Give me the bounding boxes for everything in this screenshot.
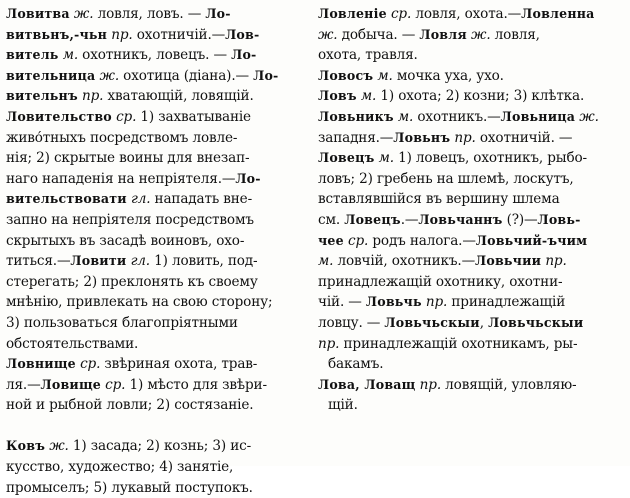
text-line: [6, 354, 306, 375]
grammar-label: пр.: [425, 294, 448, 311]
grammar-label: м.: [397, 108, 414, 125]
definition-text: .—: [400, 211, 419, 228]
definition-text: ловчiй, охотникъ.—: [333, 253, 476, 270]
grammar-label: пр.: [419, 376, 441, 393]
definition-text: добыча. —: [337, 26, 420, 43]
headword: витель: [6, 47, 59, 63]
definition-text: запно на непрiятеля посредствомъ: [6, 211, 254, 228]
headword: Ловленiе: [318, 6, 387, 21]
definition-text: 1) засада; 2) кознь; 3) ис-: [68, 438, 252, 455]
definition-text: ,: [479, 314, 489, 331]
grammar-label: м.: [62, 47, 79, 64]
headword: чее: [318, 232, 344, 248]
text-line: [6, 313, 306, 334]
definition-text: промыселъ; 5) лукавый поступокъ.: [6, 479, 253, 496]
definition-text: родъ налога.—: [368, 232, 476, 249]
text-line: [6, 292, 306, 313]
text-line: [318, 334, 624, 355]
headword: Ло-: [253, 67, 279, 83]
definition-text: ловцу. —: [318, 314, 385, 331]
grammar-label: пр.: [111, 26, 133, 43]
definition-text: 1) мѣсто для звѣри-: [125, 376, 267, 393]
text-line: [318, 189, 624, 210]
definition-text: ловля, охота.—: [411, 6, 522, 22]
grammar-label: ж.: [579, 108, 599, 125]
text-line: [318, 4, 624, 25]
definition-text: хватающiй, ловящiй.: [103, 88, 254, 105]
text-line: [6, 25, 306, 46]
definition-text: см.: [318, 211, 345, 228]
headword: Ловь-: [537, 211, 581, 227]
definition-text: кусство, художество; 4) занятiе,: [6, 459, 234, 476]
text-line: [6, 4, 306, 25]
text-line: [318, 375, 624, 396]
grammar-label: пр.: [545, 253, 567, 270]
headword: Ловьчаннъ: [418, 211, 503, 227]
headword: витвьнъ,-чьн: [6, 26, 108, 42]
text-line: [6, 457, 306, 478]
definition-text: бакамъ.: [328, 356, 384, 373]
text-line: [318, 128, 624, 149]
grammar-label: м.: [360, 88, 377, 105]
text-line: [318, 25, 624, 46]
definition-text: охотица (дiана).—: [119, 67, 254, 84]
grammar-label: пр.: [82, 88, 104, 105]
definition-text: принадлежащiй: [447, 294, 566, 311]
headword: Ло-: [205, 6, 231, 21]
definition-text: охотничiй. —: [475, 129, 573, 146]
headword: Ловленна: [521, 6, 595, 21]
headword: Ловецъ: [344, 211, 401, 227]
definition-text: охотникъ, ловецъ. —: [78, 47, 232, 64]
definition-text: нападать вне-: [150, 191, 253, 208]
text-line: [6, 251, 306, 272]
definition-text: ловящiй, уловляю-: [441, 376, 577, 393]
grammar-label: ж.: [49, 438, 69, 455]
definition-text: титься.—: [6, 253, 71, 270]
text-line: [6, 478, 306, 498]
definition-text: принадлежащiй охотнику, охотни-: [318, 273, 563, 290]
definition-text: ля.—: [6, 376, 41, 393]
definition-text: мнѣнiю, привлекать на свою сторону;: [6, 294, 273, 311]
headword: Ловьчии: [475, 253, 542, 269]
text-line: [6, 148, 306, 169]
text-line: [318, 313, 624, 334]
definition-text: скрытыхъ въ засадѣ воиновъ, охо-: [6, 232, 245, 249]
grammar-label: ср.: [80, 356, 101, 373]
column-gutter: [311, 0, 312, 466]
headword: Ловьница: [500, 108, 576, 124]
grammar-label: ж.: [73, 6, 94, 22]
text-line: [318, 395, 624, 416]
definition-text: 1) ловецъ, охотникъ, рыбо-: [393, 150, 587, 167]
definition-text: охотникъ.—: [413, 108, 501, 125]
grammar-label: пр.: [454, 129, 476, 146]
text-line: [318, 169, 624, 190]
definition-text: звѣриная охота, трав-: [100, 356, 258, 373]
headword: Лова, Ловащ: [318, 376, 416, 392]
definition-text: 3) пользоваться благопрiятными: [6, 314, 238, 331]
definition-text: мочка уха, ухо.: [392, 67, 504, 84]
text-line: [6, 86, 306, 107]
headword: вительница: [6, 67, 96, 83]
text-line: [6, 210, 306, 231]
definition-text: обстоятельствами.: [6, 335, 139, 352]
text-line: [6, 107, 306, 128]
grammar-label: гл.: [130, 191, 151, 208]
grammar-label: гл.: [130, 253, 150, 270]
text-line: [318, 66, 624, 87]
definition-text: вставлявшiйся въ вершину шлема: [318, 191, 560, 208]
grammar-label: ср.: [116, 108, 137, 125]
grammar-label: ж.: [99, 67, 120, 84]
text-line: [6, 189, 306, 210]
grammar-label: ж.: [318, 26, 338, 43]
headword: Ловьнъ: [393, 129, 451, 145]
grammar-label: пр.: [318, 335, 340, 352]
headword: Ловитва: [6, 6, 70, 21]
text-line: [318, 86, 624, 107]
text-line: [6, 231, 306, 252]
definition-text: 1) захватыванiе: [136, 108, 251, 125]
definition-text: чiй. —: [318, 294, 366, 311]
definition-text: живо́тныхъ посредствомъ ловле-: [6, 129, 238, 146]
text-line: [6, 169, 306, 190]
definition-text: охота, травля.: [318, 47, 418, 64]
definition-text: ловля,: [490, 26, 540, 43]
text-line: [318, 354, 624, 375]
text-line: [6, 45, 306, 66]
definition-text: ной и рыбной ловли; 2) состязанiе.: [6, 397, 254, 414]
text-line: [318, 210, 624, 231]
grammar-label: м.: [377, 67, 393, 84]
headword: Ловьчь: [365, 294, 422, 310]
text-line: [318, 148, 624, 169]
headword: Ловля: [419, 26, 467, 42]
definition-text: охотничiй.—: [132, 26, 226, 43]
definition-text: западня.—: [318, 129, 394, 146]
text-line: [6, 416, 306, 437]
grammar-label: ср.: [105, 376, 126, 393]
headword: Ло-: [235, 170, 261, 186]
text-line: [318, 292, 624, 313]
headword: вительствовати: [6, 191, 127, 207]
grammar-label: м.: [318, 253, 334, 270]
grammar-label: ср.: [348, 232, 369, 249]
headword: Ловительство: [6, 108, 112, 124]
text-line: [318, 251, 624, 272]
right-column: [318, 4, 624, 416]
text-line: [6, 334, 306, 355]
headword: Ловьчьскыи: [488, 314, 584, 330]
text-line: [318, 272, 624, 293]
text-line: [6, 375, 306, 396]
text-line: [318, 231, 624, 252]
headword: Ловище: [40, 376, 101, 392]
headword: Ловьчий-ъчим: [475, 232, 588, 248]
headword: Ловьчьскыи: [384, 314, 480, 330]
text-line: [6, 66, 306, 87]
headword: Ловъ: [318, 88, 357, 104]
headword: Ковъ: [6, 438, 46, 454]
definition-text: ловъ; 2) гребень на шлемѣ, лоскутъ,: [318, 170, 574, 187]
definition-text: (?)—: [502, 211, 538, 228]
grammar-label: ср.: [390, 6, 412, 22]
definition-text: наго нападенiя на непрiятеля.—: [6, 170, 236, 187]
definition-text: нiя; 2) скрытые воины для внезап-: [6, 150, 250, 167]
definition-text: 1) ловить, под-: [149, 253, 258, 270]
text-line: [318, 107, 624, 128]
definition-text: 1) охота; 2) козни; 3) клѣтка.: [376, 88, 585, 105]
left-column: [6, 4, 306, 498]
text-line: [6, 395, 306, 416]
definition-text: щiй.: [328, 397, 358, 414]
headword: Ловецъ: [318, 150, 375, 166]
headword: вительнъ: [6, 88, 78, 104]
headword: Ловити: [70, 253, 127, 269]
grammar-label: м.: [378, 150, 394, 167]
text-line: [318, 45, 624, 66]
headword: Ловьникъ: [318, 108, 394, 124]
text-line: [6, 272, 306, 293]
text-line: [6, 436, 306, 457]
grammar-label: ж.: [471, 26, 491, 43]
definition-text: ловля, ловъ. —: [93, 6, 206, 22]
headword: Ловосъ: [318, 67, 374, 83]
definition-text: стерегать; 2) преклонять къ своему: [6, 273, 258, 290]
text-line: [6, 128, 306, 149]
headword: Лов-: [225, 26, 260, 42]
definition-text: принадлежащiй охотникамъ, ры-: [339, 335, 578, 352]
headword: Ловнище: [6, 356, 76, 372]
headword: Ло-: [231, 47, 257, 63]
